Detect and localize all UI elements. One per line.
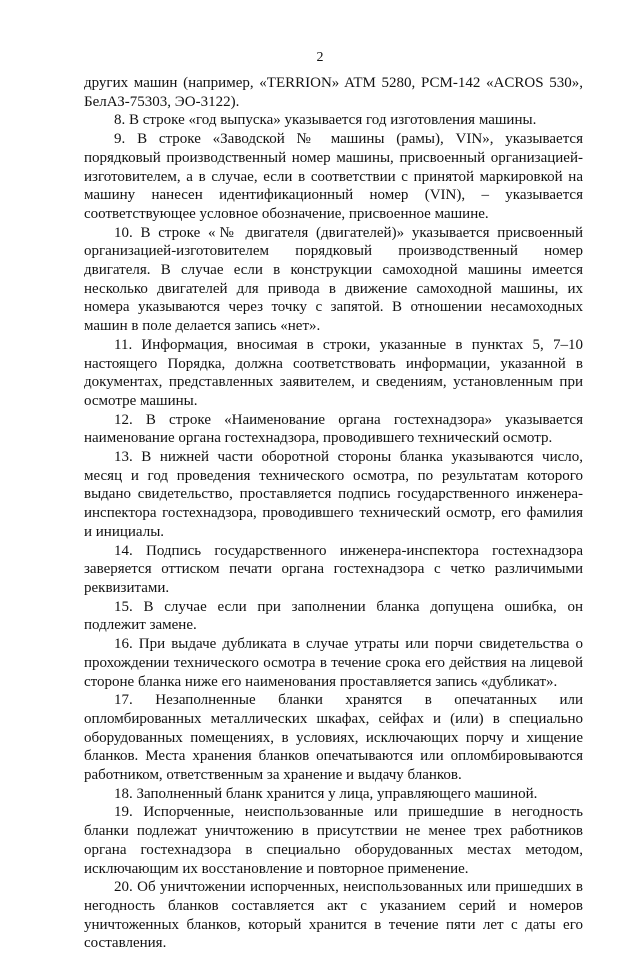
paragraph-14: 14. Подпись государственного инженера-инспектора гостехнадзора заверяется оттиском печати органа гостехнадзора с четко различимыми реквизитами. [84,542,583,596]
paragraph-15: 15. В случае если при заполнении бланка допущена ошибка, он подлежит замене. [84,598,583,634]
paragraph-continuation: других машин (например, «TERRION» ATM 5280, РСМ-142 «ACROS 530», БелАЗ-75303, ЭО-3122). [84,75,583,110]
paragraph-16: 16. При выдаче дубликата в случае утраты или порчи свидетельства о прохождении технического осмотра в течение срока его действия на лицевой стороне бланка ниже его наименования проставляется запись «дубликат». [84,636,583,690]
paragraph-20: 20. Об уничтожении испорченных, неиспользованных или пришедших в негодность бланков составляется акт с указанием серий и номеров уничтоженных бланков, который хранится в течение пяти лет с даты его составления. [84,879,583,952]
document-body [84,74,583,953]
paragraph-11: 11. Информация, вносимая в строки, указанные в пунктах 5, 7–10 настоящего Порядка, должна соответствовать информации, указанной в документах, представленных заявителем, и сведениям, установленным при осмотре машины. [84,336,583,409]
page-number: 2 [316,50,324,65]
paragraph-17: 17. Незаполненные бланки хранятся в опечатанных или опломбированных металлических шкафах, сейфах и (или) в специально оборудованных помещениях, в условиях, исключающих порчу и хищение бланков. Места хранения бланков опечатываются или опломбировываются работником, ответственным за хранение и выдачу бланков. [84,692,583,784]
paragraph-10: 10. В строке «№ двигателя (двигателей)» указывается присвоенный организацией-изготовителем порядковый производственный номер двигателя. В случае если в конструкции самоходной машины имеется несколько двигателей для привода в движение самоходной машины, их номера указываются через точку с запятой. В отношении несамоходных машин в поле делается запись «нет». [84,224,583,335]
paragraph-9: 9. В строке «Заводской № машины (рамы), VIN», указывается порядковый производственный номер машины, присвоенный организацией-изготовителем, а в случае, если в соответствии с принятой маркировкой на машину нанесен идентификационный номер (VIN), – указывается соответствующее условное обозначение, присвоенное машине. [84,131,583,222]
paragraph-12: 12. В строке «Наименование органа гостехнадзора» указывается наименование органа гостехнадзора, проводившего технический осмотр. [84,411,583,447]
paragraph-18: 18. Заполненный бланк хранится у лица, управляющего машиной. [114,785,538,802]
paragraph-19: 19. Испорченные, неиспользованные или пришедшие в негодность бланки подлежат уничтожению в присутствии не менее трех работников органа гостехнадзора в специально оборудованных местах методом, исключающим их восстановление и повторное применение. [84,804,583,877]
paragraph-8: 8. В строке «год выпуска» указывается год изготовления машины. [114,112,537,129]
paragraph-13: 13. В нижней части оборотной стороны бланка указываются число, месяц и год проведения технического осмотра, по результатам которого выдано свидетельство, проставляется подпись государственного инженера-инспектора гостехнадзора, проводившего технический осмотр, его фамилия и инициалы. [84,449,583,540]
